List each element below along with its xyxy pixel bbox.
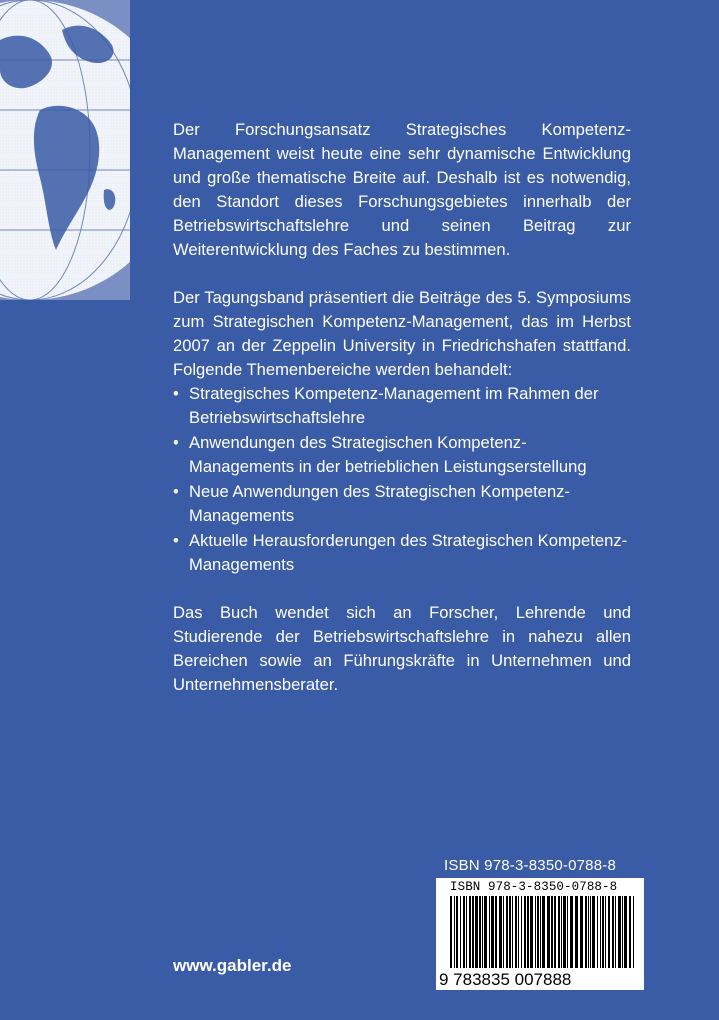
bullet-dot-icon: • bbox=[173, 384, 179, 403]
barcode bbox=[436, 878, 644, 990]
barcode-bar bbox=[484, 896, 487, 968]
barcode-bar bbox=[509, 896, 511, 968]
barcode-bar bbox=[580, 896, 583, 968]
publisher-website: www.gabler.de bbox=[173, 956, 292, 975]
barcode-bar bbox=[554, 896, 556, 968]
topic-list bbox=[173, 382, 631, 577]
barcode-bars bbox=[436, 896, 644, 970]
barcode-bar bbox=[547, 896, 550, 968]
barcode-bar bbox=[527, 896, 529, 968]
barcode-bar bbox=[482, 896, 483, 968]
barcode-bar bbox=[521, 896, 522, 968]
barcode-bar bbox=[622, 896, 623, 968]
barcode-bar bbox=[597, 896, 598, 968]
barcode-bar bbox=[450, 896, 452, 968]
list-item bbox=[173, 431, 631, 479]
barcode-bar bbox=[460, 896, 461, 968]
barcode-digits: 9 783835 007888 bbox=[439, 970, 572, 989]
barcode-bar bbox=[624, 896, 627, 968]
barcode-bar bbox=[469, 896, 471, 968]
globe-graphic-icon bbox=[0, 0, 132, 300]
barcode-bar bbox=[602, 896, 604, 968]
bullet-dot-icon: • bbox=[173, 531, 179, 550]
description-text bbox=[173, 118, 631, 697]
barcode-bar bbox=[590, 896, 591, 968]
barcode-bar bbox=[551, 896, 553, 968]
barcode-bar bbox=[633, 896, 634, 968]
barcode-bar bbox=[506, 896, 508, 968]
barcode-bar bbox=[515, 896, 517, 968]
barcode-bar bbox=[472, 896, 474, 968]
barcode-bar bbox=[575, 896, 578, 968]
barcode-bar bbox=[495, 896, 497, 968]
barcode-bar bbox=[615, 896, 616, 968]
barcode-bar bbox=[629, 896, 631, 968]
bullet-dot-icon: • bbox=[173, 433, 179, 452]
barcode-bar bbox=[530, 896, 533, 968]
barcode-bar bbox=[518, 896, 519, 968]
barcode-bar bbox=[542, 896, 545, 968]
topic-label: Neue Anwendungen des Strategischen Kompetenz-Managements bbox=[189, 482, 570, 525]
barcode-bar bbox=[535, 896, 536, 968]
list-item bbox=[173, 382, 631, 430]
barcode-bar bbox=[558, 896, 560, 968]
list-item bbox=[173, 480, 631, 528]
barcode-bar bbox=[463, 896, 465, 968]
barcode-bar bbox=[475, 896, 478, 968]
barcode-bar bbox=[456, 896, 458, 968]
description-paragraph-2: Der Tagungsband präsentiert die Beiträge des 5. Symposiums zum Strategischen Kompetenz-Management, das im Herbst 2007 an der Zeppelin University in Friedrichshafen stattfand. Folgende Themenbereiche werden behandelt: bbox=[173, 288, 631, 379]
barcode-bar bbox=[540, 896, 541, 968]
barcode-bar bbox=[567, 896, 568, 968]
barcode-bar bbox=[585, 896, 587, 968]
barcode-bar bbox=[479, 896, 481, 968]
barcode-bar bbox=[454, 896, 455, 968]
barcode-bar bbox=[537, 896, 539, 968]
barcode-bar bbox=[570, 896, 573, 968]
barcode-bar bbox=[605, 896, 606, 968]
topic-label: Strategisches Kompetenz-Management im Rahmen der Betriebswirtschaftslehre bbox=[189, 384, 599, 427]
barcode-bar bbox=[489, 896, 490, 968]
barcode-bar bbox=[499, 896, 502, 968]
description-paragraph-1: Der Forschungsansatz Strategisches Kompetenz-Management weist heute eine sehr dynamische Entwicklung und große thematische Breite auf. Deshalb ist es notwendig, den Standort dieses Forschungsgebietes innerhalb der Betriebswirtschaftslehre und seinen Beitrag zur Weiterentwicklung des Faches zu bestimmen. bbox=[173, 120, 631, 259]
bullet-dot-icon: • bbox=[173, 482, 179, 501]
barcode-bar bbox=[466, 896, 467, 968]
barcode-bar bbox=[600, 896, 601, 968]
barcode-bar bbox=[563, 896, 566, 968]
barcode-isbn-text: ISBN 978-3-8350-0788-8 bbox=[450, 880, 618, 894]
barcode-bar bbox=[491, 896, 494, 968]
barcode-bar bbox=[592, 896, 595, 968]
barcode-bar bbox=[618, 896, 621, 968]
topic-label: Anwendungen des Strategischen Kompetenz-Managements in der betrieblichen Leistungserstellung bbox=[189, 433, 587, 476]
barcode-bar bbox=[588, 896, 589, 968]
barcode-bar bbox=[512, 896, 513, 968]
barcode-bar bbox=[561, 896, 562, 968]
barcode-bar bbox=[524, 896, 526, 968]
topic-label: Aktuelle Herausforderungen des Strategischen Kompetenz-Managements bbox=[189, 531, 628, 574]
barcode-bar bbox=[503, 896, 504, 968]
isbn-label: ISBN 978-3-8350-0788-8 bbox=[444, 857, 617, 874]
description-paragraph-3: Das Buch wendet sich an Forscher, Lehrende und Studierende der Betriebswirtschaftslehre in nahezu allen Bereichen sowie an Führungskräfte in Unternehmen und Unternehmensberater. bbox=[173, 603, 631, 694]
barcode-bar bbox=[612, 896, 614, 968]
barcode-bar bbox=[608, 896, 610, 968]
list-item bbox=[173, 529, 631, 577]
